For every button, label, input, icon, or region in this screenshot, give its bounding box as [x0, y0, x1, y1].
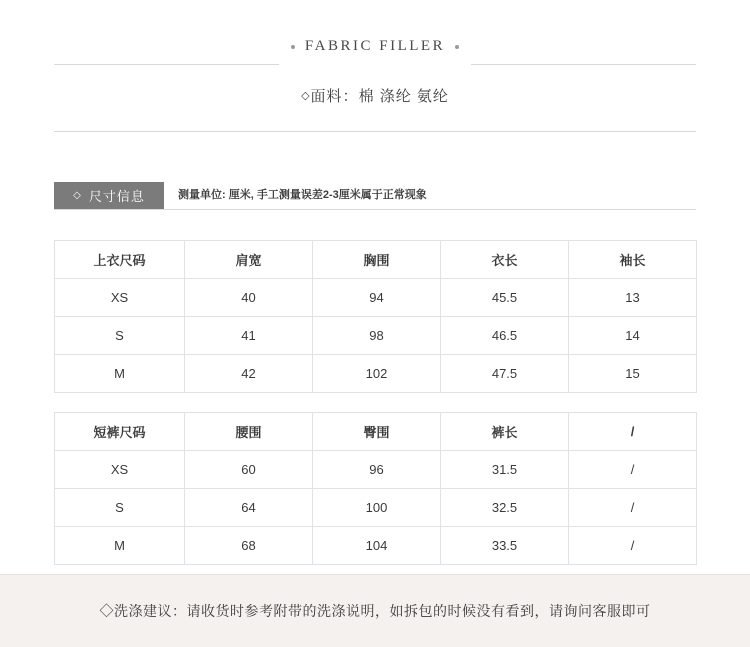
table-cell: 60	[185, 451, 313, 489]
header-rule-left	[54, 64, 279, 65]
dot-icon-left	[291, 45, 295, 49]
table-header-cell: 肩宽	[185, 241, 313, 279]
dot-icon-right	[455, 45, 459, 49]
table-cell: /	[569, 527, 697, 565]
table-cell: 64	[185, 489, 313, 527]
table-cell: 46.5	[441, 317, 569, 355]
table-cell: 98	[313, 317, 441, 355]
table-cell: /	[569, 451, 697, 489]
table-cell: M	[55, 355, 185, 393]
table-header-cell: 上衣尺码	[55, 241, 185, 279]
table-cell: XS	[55, 279, 185, 317]
table-row	[55, 451, 697, 489]
table-cell: 96	[313, 451, 441, 489]
table-cell: 100	[313, 489, 441, 527]
table-cell: S	[55, 489, 185, 527]
table-cell: S	[55, 317, 185, 355]
table-cell: 32.5	[441, 489, 569, 527]
table-cell: /	[569, 489, 697, 527]
table-header-cell: /	[569, 413, 697, 451]
table-cell: 94	[313, 279, 441, 317]
fabric-header	[0, 38, 750, 55]
table-row	[55, 489, 697, 527]
table-cell: 41	[185, 317, 313, 355]
table-row	[55, 355, 697, 393]
table-cell: 102	[313, 355, 441, 393]
table-cell: 104	[313, 527, 441, 565]
table-header-cell: 裤长	[441, 413, 569, 451]
fabric-value: 棉 涤纶 氨纶	[358, 88, 449, 105]
table-row	[55, 317, 697, 355]
table-header-cell: 腰围	[185, 413, 313, 451]
size-info-bar	[54, 182, 696, 209]
table-cell: 68	[185, 527, 313, 565]
table-header-row	[55, 413, 697, 451]
table-cell: 13	[569, 279, 697, 317]
shorts-size-table	[54, 412, 697, 565]
fabric-content-row	[0, 85, 750, 106]
table-cell: 15	[569, 355, 697, 393]
wash-advice-footer	[0, 574, 750, 647]
diamond-outline-icon: ◇	[73, 190, 82, 201]
header-rule-right	[471, 64, 696, 65]
table-header-cell: 袖长	[569, 241, 697, 279]
table-header-cell: 臀围	[313, 413, 441, 451]
table-cell: 14	[569, 317, 697, 355]
table-cell: 31.5	[441, 451, 569, 489]
table-cell: M	[55, 527, 185, 565]
fabric-bottom-rule	[54, 131, 696, 132]
table-header-cell: 胸围	[313, 241, 441, 279]
table-header-cell: 衣长	[441, 241, 569, 279]
size-info-rule	[54, 209, 696, 210]
table-header-cell: 短裤尺码	[55, 413, 185, 451]
fabric-title: FABRIC FILLER	[304, 38, 446, 54]
table-row	[55, 279, 697, 317]
fabric-title-row	[0, 38, 750, 55]
size-info-tag-label: 尺寸信息	[88, 189, 145, 204]
table-cell: 45.5	[441, 279, 569, 317]
table-cell: 47.5	[441, 355, 569, 393]
diamond-icon: ◇	[301, 90, 311, 102]
fabric-label: 面料：	[310, 88, 359, 105]
table-cell: 40	[185, 279, 313, 317]
top-size-table	[54, 240, 697, 393]
size-info-note: 测量单位: 厘米, 手工测量误差2-3厘米属于正常现象	[178, 189, 427, 201]
table-cell: 42	[185, 355, 313, 393]
table-header-row	[55, 241, 697, 279]
table-cell: XS	[55, 451, 185, 489]
footer-rule	[0, 574, 750, 575]
table-row	[55, 527, 697, 565]
table-cell: 33.5	[441, 527, 569, 565]
wash-advice-text: ◇洗涤建议：请收货时参考附带的洗涤说明，如拆包的时候没有看到，请询问客服即可	[99, 602, 651, 619]
size-info-tag	[54, 182, 164, 209]
